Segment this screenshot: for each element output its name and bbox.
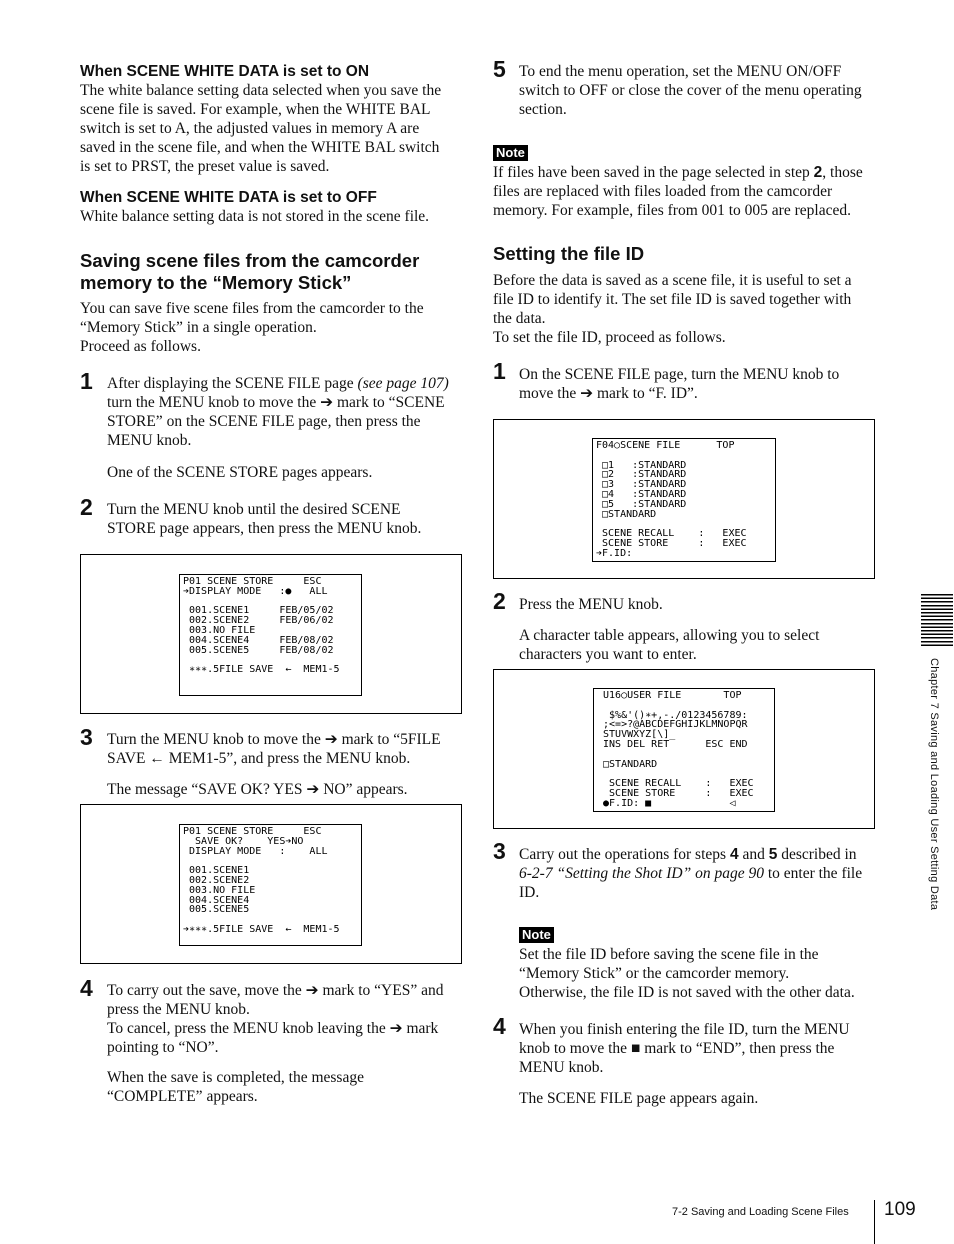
text-span: After displaying the SCENE FILE page <box>107 375 358 392</box>
text-line: MENU knob. <box>519 1059 604 1076</box>
step-reference: 2 <box>813 164 823 181</box>
text-span: NO” appears. <box>319 781 408 798</box>
screen-text <box>183 577 358 675</box>
text-line: section. <box>519 101 567 118</box>
text-span: If files have been saved in the page selected in step <box>493 164 814 181</box>
text-line: the data. <box>493 310 546 327</box>
text-span: mark <box>402 1020 439 1037</box>
text-line: You can save five scene files from the camcorder to the <box>80 300 424 317</box>
note-label: Note <box>519 927 554 943</box>
square-mark-icon: ■ <box>630 1040 641 1057</box>
page-reference: (see page 107) <box>357 375 449 392</box>
text-line: files are replaced with files loaded from the camcorder <box>493 183 833 200</box>
text-span: SAVE <box>107 750 150 767</box>
screen-line: □3 :STANDARD <box>596 479 687 491</box>
section-title-saving-scene-files <box>80 250 419 294</box>
screen-line: INS DEL RET ESC END <box>597 738 748 750</box>
text-line <box>519 864 879 883</box>
screen-line: 005.SCENE5 FEB/08/02 <box>183 644 334 656</box>
screen-line: SCENE STORE : EXEC <box>596 537 747 549</box>
screen-line: $%&'()∗+,-./0123456789: <box>597 709 748 721</box>
note-1-text <box>493 163 863 220</box>
menu-screen <box>179 574 362 696</box>
text-span: and <box>738 846 769 863</box>
screen-line: □1 :STANDARD <box>596 459 687 471</box>
section-title-setting-file-id: Setting the file ID <box>493 243 645 264</box>
text-line: The white balance setting data selected when you save the <box>80 82 442 99</box>
screen-line: □2 :STANDARD <box>596 469 687 481</box>
step-4-result: The SCENE FILE page appears again. <box>519 1090 759 1107</box>
text-line: When you finish entering the file ID, turn the MENU <box>519 1021 850 1038</box>
figure-character-table-screen <box>493 669 875 829</box>
arrow-right-icon: ➔ <box>306 781 320 798</box>
screen-line: □STANDARD <box>597 758 658 770</box>
screen-line: ●F.ID: ■ ◁ <box>597 797 736 809</box>
step-number-4: 4 <box>493 1013 506 1039</box>
text-line: To end the menu operation, set the MENU ON/OFF <box>519 63 842 80</box>
screen-line: 003.NO FILE <box>183 624 256 636</box>
text-line: A character table appears, allowing you to select <box>519 627 820 644</box>
text-line <box>107 374 467 393</box>
step-reference: 5 <box>768 846 778 863</box>
text-span: mark to “F. ID”. <box>593 385 698 402</box>
text-span: mark to “END”, then press the <box>640 1040 835 1057</box>
screen-line: SCENE RECALL : EXEC <box>597 778 754 790</box>
text-line: “Memory Stick” in a single operation. <box>80 319 317 336</box>
text-span: Carry out the operations for steps <box>519 846 730 863</box>
heading-scene-white-off: When SCENE WHITE DATA is set to OFF <box>80 189 377 206</box>
text-span: mark to “5FILE <box>337 731 441 748</box>
arrow-right-icon: ➔ <box>389 1020 403 1037</box>
text-line: STORE” on the SCENE FILE page, then press the <box>107 413 421 430</box>
screen-line: 005.SCENE5 <box>183 904 250 916</box>
section-intro-file-id <box>493 271 852 347</box>
text-line: When the save is completed, the message <box>107 1069 364 1086</box>
step-5-text <box>519 62 862 119</box>
screen-line: P01 SCENE STORE ESC <box>183 826 322 837</box>
text-line: Proceed as follows. <box>80 338 201 355</box>
step-number-3: 3 <box>493 838 506 864</box>
text-span: mark to “SCENE <box>333 394 445 411</box>
title-line: memory to the “Memory Stick” <box>80 272 352 293</box>
step-2-text: Press the MENU knob. <box>519 596 663 613</box>
step-1-text <box>107 374 467 450</box>
screen-line: SCENE STORE : EXEC <box>597 787 754 799</box>
text-line: MENU knob. <box>107 432 192 449</box>
screen-line: ;<=>?@ABCDEFGHIJKLMNOPQR <box>597 719 748 731</box>
text-span: , those <box>822 164 863 181</box>
step-3-result <box>107 780 408 799</box>
step-number-1: 1 <box>493 358 506 384</box>
text-line: Set the file ID before saving the scene file in the <box>519 946 819 963</box>
screen-line: □4 :STANDARD <box>596 488 687 500</box>
text-span: The message “SAVE OK? YES <box>107 781 307 798</box>
text-span: move the <box>519 385 581 402</box>
step-number-1: 1 <box>80 368 93 394</box>
step-number-2: 2 <box>80 494 93 520</box>
screen-line: ➔∗∗∗.5FILE SAVE ← MEM1-5 <box>183 923 340 935</box>
screen-line: 002.SCENE2 FEB/06/02 <box>183 615 334 627</box>
text-line: Turn the MENU knob until the desired SCENE <box>107 501 401 518</box>
paragraph-scene-white-off: White balance setting data is not stored in the scene file. <box>80 208 430 225</box>
step-2-text <box>107 500 421 538</box>
arrow-right-icon: ➔ <box>580 385 594 402</box>
figure-scene-store-screen-2 <box>80 804 462 964</box>
text-span: To cancel, press the MENU knob leaving the <box>107 1020 390 1037</box>
arrow-left-icon: ← <box>149 750 165 767</box>
screen-line: DISPLAY MODE : ALL <box>183 845 328 857</box>
step-2-result <box>519 626 819 664</box>
text-line: memory. For example, files from 001 to 005 are replaced. <box>493 202 851 219</box>
step-4-result <box>107 1068 364 1106</box>
screen-line: U16○USER FILE TOP <box>597 690 742 701</box>
step-3-text <box>107 730 467 768</box>
screen-line: 002.SCENE2 <box>183 874 250 886</box>
text-span: described in <box>777 846 857 863</box>
text-line: On the SCENE FILE page, turn the MENU knob to <box>519 366 840 383</box>
step-number-3: 3 <box>80 724 93 750</box>
paragraph-scene-white-on <box>80 81 441 176</box>
text-line: scene file is saved. For example, when the WHITE BAL <box>80 101 431 118</box>
step-4-text <box>519 1020 879 1077</box>
text-line <box>519 384 839 403</box>
chapter-side-label: Chapter 7 Saving and Loading User Setting Data <box>928 658 940 911</box>
text-line: “Memory Stick” or the camcorder memory. <box>519 965 790 982</box>
chapter-tab-stripes <box>921 594 953 648</box>
page-reference: 6-2-7 “Setting the Shot ID” on page 90 <box>519 865 764 882</box>
text-line: Otherwise, the file ID is not saved with the other data. <box>519 984 855 1001</box>
step-4-text <box>107 981 467 1057</box>
text-span: To carry out the save, move the <box>107 982 306 999</box>
step-reference: 4 <box>729 846 739 863</box>
screen-line: □STANDARD <box>596 508 657 520</box>
screen-line: ➔DISPLAY MODE :● ALL <box>183 585 328 597</box>
screen-text <box>183 827 358 935</box>
step-number-4: 4 <box>80 975 93 1001</box>
screen-line: STUVWXYZ[\]_ <box>597 729 676 741</box>
menu-screen <box>593 688 775 812</box>
screen-line: F04○SCENE FILE TOP <box>596 440 735 451</box>
step-3-text <box>519 845 879 902</box>
screen-line: P01 SCENE STORE ESC <box>183 576 322 587</box>
text-line: ID. <box>519 884 540 901</box>
footer-section: 7-2 Saving and Loading Scene Files <box>672 1206 849 1218</box>
screen-line: ∗∗∗.5FILE SAVE ← MEM1-5 <box>183 664 340 676</box>
text-span: mark to “YES” and <box>318 982 444 999</box>
screen-text <box>596 441 772 559</box>
menu-screen <box>179 824 362 946</box>
text-line <box>107 393 467 412</box>
text-span: knob to move the <box>519 1040 631 1057</box>
step-1-result: One of the SCENE STORE pages appears. <box>107 464 373 481</box>
screen-line: 003.NO FILE <box>183 884 256 896</box>
footer-divider <box>874 1200 875 1244</box>
text-line: Before the data is saved as a scene file, it is useful to set a <box>493 272 852 289</box>
arrow-right-icon: ➔ <box>305 982 319 999</box>
text-line: characters you want to enter. <box>519 646 697 663</box>
text-span: Turn the MENU knob to move the <box>107 731 325 748</box>
screen-line: 004.SCENE4 FEB/08/02 <box>183 634 334 646</box>
figure-scene-store-screen-1 <box>80 554 462 714</box>
text-line <box>493 163 863 182</box>
text-line: pointing to “NO”. <box>107 1039 219 1056</box>
text-line <box>107 1019 467 1038</box>
text-line: To set the file ID, proceed as follows. <box>493 329 726 346</box>
text-line: switch is set to A, the adjusted values in memory A are <box>80 120 420 137</box>
text-line <box>107 981 467 1000</box>
heading-scene-white-on: When SCENE WHITE DATA is set to ON <box>80 63 370 80</box>
arrow-right-icon: ➔ <box>324 731 338 748</box>
step-1-text <box>519 365 839 403</box>
text-line: press the MENU knob. <box>107 1001 250 1018</box>
text-line <box>519 845 879 864</box>
screen-text <box>597 691 771 809</box>
note-label: Note <box>493 145 528 161</box>
screen-line: SCENE RECALL : EXEC <box>596 528 747 540</box>
section-intro <box>80 299 424 356</box>
text-span: MEM1-5”, and press the MENU knob. <box>164 750 411 767</box>
text-line: is set to PRST, the preset value is saved. <box>80 158 330 175</box>
text-line <box>107 749 467 768</box>
screen-line: □5 :STANDARD <box>596 498 687 510</box>
text-span: turn the MENU knob to move the <box>107 394 321 411</box>
title-line: Saving scene files from the camcorder <box>80 250 420 271</box>
text-line: switch to OFF or close the cover of the menu operating <box>519 82 862 99</box>
step-number-2: 2 <box>493 588 506 614</box>
screen-line: 001.SCENE1 <box>183 865 250 877</box>
text-line <box>519 1039 879 1058</box>
screen-line: 004.SCENE4 <box>183 894 250 906</box>
figure-scene-file-screen <box>493 419 875 579</box>
screen-line: 001.SCENE1 FEB/05/02 <box>183 605 334 617</box>
text-line <box>107 730 467 749</box>
arrow-right-icon: ➔ <box>320 394 334 411</box>
text-line: STORE page appears, then press the MENU knob. <box>107 520 422 537</box>
text-line: “COMPLETE” appears. <box>107 1088 258 1105</box>
text-line: saved in the scene file, and when the WHITE BAL switch <box>80 139 440 156</box>
step-number-5: 5 <box>493 56 506 82</box>
note-2-text <box>519 945 855 1002</box>
menu-screen <box>592 438 776 562</box>
page-number: 109 <box>884 1199 916 1220</box>
screen-line: ➔F.ID: <box>596 547 633 559</box>
text-span: to enter the file <box>763 865 863 882</box>
screen-line: SAVE OK? YES➔NO <box>183 835 304 847</box>
text-line: file ID to identify it. The set file ID is saved together with <box>493 291 852 308</box>
